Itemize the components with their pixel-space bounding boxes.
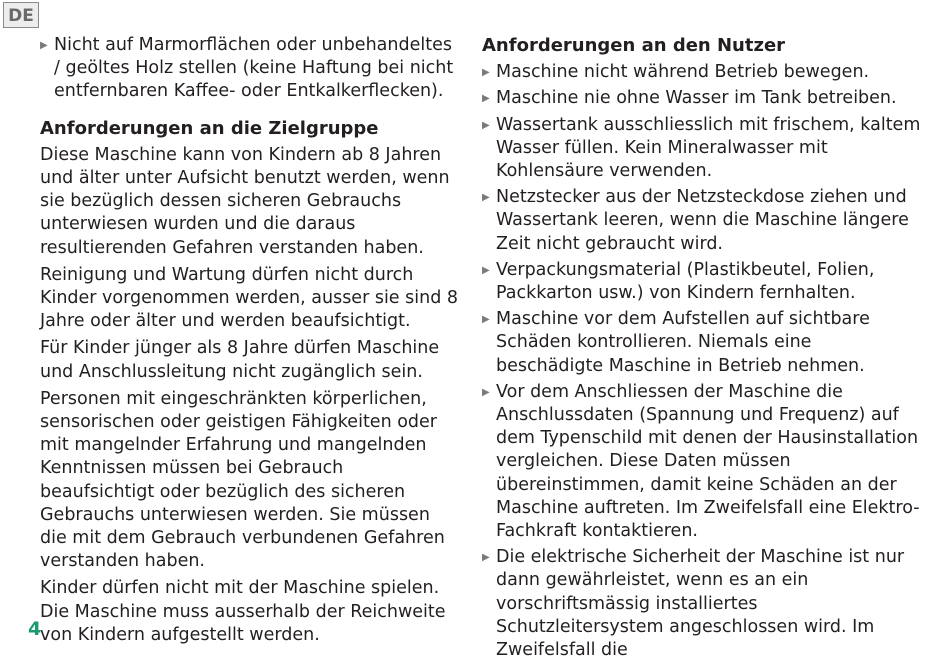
bullet-arrow-icon: ▶ (40, 40, 48, 51)
list-item (482, 114, 922, 184)
bullet-arrow-icon: ▶ (482, 119, 490, 131)
bullet-text: Die elektrische Sicherheit der Maschine ist nur dann gewährleistet, wenn es an ein vorschriftsmässig installiertes Schutzleitersystem angeschlossen wird. Im Zweifelsfall die (496, 547, 905, 661)
paragraph: Reinigung und Wartung dürfen nicht durch Kinder vorgenommen werden, ausser sie sind 8 Jahre oder älter und werden beaufsichtigt. (40, 264, 459, 332)
right-bullet-list (482, 61, 922, 662)
page-number: 4 (28, 618, 42, 640)
bullet-text: Maschine vor dem Aufstellen auf sichtbare Schäden kontrollieren. Niemals eine beschädigte Maschine in Betrieb nehmen. (496, 309, 870, 376)
list-item (482, 186, 922, 256)
bullet-arrow-icon: ▶ (482, 264, 490, 276)
list-item (482, 546, 922, 662)
bullet-arrow-icon: ▶ (482, 93, 490, 105)
language-tab: DE (3, 2, 39, 28)
bullet-arrow-icon: ▶ (482, 192, 490, 204)
section-heading-target-group: Anforderungen an die Zielgruppe (40, 117, 379, 139)
right-column (482, 34, 922, 665)
bullet-arrow-icon: ▶ (482, 386, 490, 398)
list-item (40, 34, 460, 104)
bullet-text: Vor dem Anschliessen der Maschine die Anschlussdaten (Spannung und Frequenz) auf dem Typenschild mit denen der Hausinstallation vergleichen. Diese Daten müssen übereinstimmen, damit keine Schäden an der Maschine auftreten. Im Zweifelsfall eine Elektro-Fachkraft kontaktieren. (496, 381, 920, 542)
paragraph: Diese Maschine kann von Kindern ab 8 Jahren und älter unter Aufsicht benutzt werden, wenn sie bezüglich dessen sicheren Gebrauchs unterwiesen wurden und die daraus resultierenden Gefahren verstanden haben. (40, 144, 450, 258)
bullet-text: Wassertank ausschliesslich mit frischem, kaltem Wasser füllen. Kein Mineralwasser mit Kohlensäure verwenden. (496, 114, 921, 182)
list-item (482, 87, 922, 110)
bullet-arrow-icon: ▶ (482, 552, 490, 564)
bullet-text: Nicht auf Marmorflächen oder unbehandeltes / geöltes Holz stellen (keine Haftung bei nicht entfernbaren Kaffee- oder Entkalkerflecken). (54, 35, 454, 102)
list-item (482, 308, 922, 378)
paragraph: Personen mit eingeschränkten körperlichen, sensorischen oder geistigen Fähigkeiten oder mit mangelnder Erfahrung und mangelnden Kenntnissen müssen bei Gebrauch beaufsichtigt oder bezüglich des sicheren Gebrauchs unterwiesen werden. Sie müssen die mit dem Gebrauch verbundenen Gefahren verstanden haben. (40, 388, 445, 572)
left-bullet-list (40, 34, 460, 104)
bullet-text: Verpackungsmaterial (Plastikbeutel, Folien, Packkarton usw.) von Kindern fernhalten. (496, 259, 875, 304)
bullet-text: Maschine nicht während Betrieb bewegen. (496, 62, 870, 83)
paragraph: Kinder dürfen nicht mit der Maschine spielen. Die Maschine muss ausserhalb der Reichweite von Kindern aufgestellt werden. (40, 578, 446, 645)
paragraph: Für Kinder jünger als 8 Jahre dürfen Maschine und Anschlussleitung nicht zugänglich sein. (40, 338, 440, 382)
section-heading-user: Anforderungen an den Nutzer (482, 35, 786, 56)
bullet-text: Netzstecker aus der Netzsteckdose ziehen und Wassertank leeren, wenn die Maschine längere Zeit nicht gebraucht wird. (496, 187, 909, 254)
left-column (40, 34, 460, 651)
bullet-text: Maschine nie ohne Wasser im Tank betreiben. (496, 88, 897, 109)
bullet-arrow-icon: ▶ (482, 314, 490, 326)
list-item (482, 381, 922, 543)
bullet-arrow-icon: ▶ (482, 67, 490, 79)
list-item (482, 259, 922, 305)
list-item (482, 61, 922, 84)
